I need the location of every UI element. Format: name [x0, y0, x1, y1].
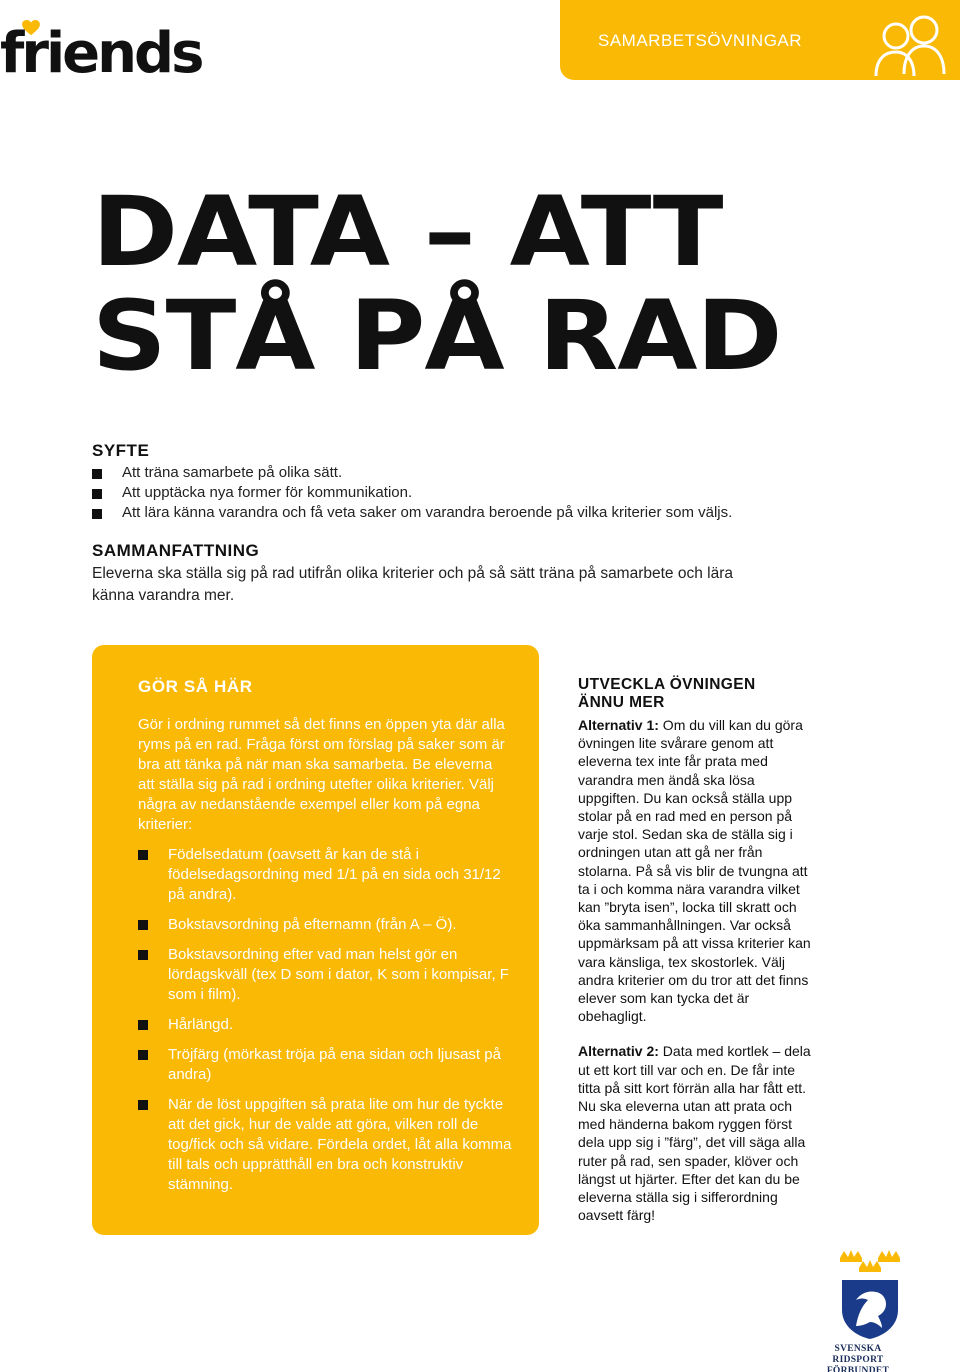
list-item: Tröjfärg (mörkast tröja på ena sidan och ljusast på andra): [138, 1045, 518, 1085]
instructions-intro: Gör i ordning rummet så det finns en öppen yta där alla ryms på en rad. Fråga först om förslag på saker som är bra att tänka på när man ska samarbeta. Be eleverna att ställa sig på rad i ordning utefter olika kriterier. Välj några av nedanstående exempel eller kom på egna kriterier:: [138, 716, 505, 833]
extension-column: [578, 676, 818, 1224]
square-bullet-icon: [92, 469, 102, 479]
title-line-1: DATA – ATT: [92, 176, 723, 288]
square-bullet-icon: [138, 920, 148, 930]
federation-name: SVENSKA RIDSPORT FÖRBUNDET: [826, 1344, 890, 1372]
syfte-heading: SYFTE: [92, 441, 150, 460]
alternative-1-text: Om du vill kan du göra övningen lite svårare genom att eleverna tex inte får prata med varandra men ändå ska lösa uppgiften. Du kan också ställa upp stolar på en rad med en person på varje stol. Sedan ska de ställa sig i ordningen utan att gå ner från stolarna. På så vis blir de tvungna att ta i och komma nära varandra vilket kan ”bryta isen”, locka till skratt och öka sammanhållningen. Var också uppmärksam på att vissa kriterier kan vara känsliga, tex skostorlek. Välj andra kriterier om du tror att det finns elever som kan tycka det är obehagligt.: [578, 717, 811, 1025]
square-bullet-icon: [92, 489, 102, 499]
sammanfattning-section: [92, 541, 812, 607]
list-item: Att träna samarbete på olika sätt.: [92, 463, 812, 483]
square-bullet-icon: [92, 509, 102, 519]
syfte-list: [92, 463, 812, 523]
alternative-1-label: Alternativ 1:: [578, 717, 659, 733]
list-item: Att upptäcka nya former för kommunikation.: [92, 483, 812, 503]
list-item: Födelsedatum (oavsett år kan de stå i födelsedagsordning med 1/1 på en sida och 31/12 på andra).: [138, 845, 518, 905]
instructions-list: [138, 845, 518, 1205]
title-line-2: STÅ PÅ RAD: [92, 280, 782, 392]
square-bullet-icon: [138, 1100, 148, 1110]
alternative-2-paragraph: [578, 1042, 818, 1224]
alternative-2-label: Alternativ 2:: [578, 1043, 659, 1060]
list-item: När de löst uppgiften så prata lite om hur de tyckte att det gick, hur de valde att göra, vilken roll de tog/fick och så vidare. Fördela ordet, låt alla komma till tals och upprätthåll en bra och konstruktiv stämning.: [138, 1095, 518, 1195]
alternative-2-text: Data med kortlek – dela ut ett kort till var och en. De får inte titta på sitt kort förrän alla har fått ett. Nu ska eleverna utan att prata och med händerna bakom ryggen först dela upp sig i ”färg”, det vill säga alla ruter på rad, sen spader, klöver och längst ut hjärter. Efter det kan du be eleverna ställa sig i sifferordning oavsett färg!: [578, 1043, 811, 1224]
list-item: Bokstavsordning efter vad man helst gör en lördagskväll (tex D som i dator, K som i kompisar, F som i film).: [138, 945, 518, 1005]
list-item: Hårlängd.: [138, 1015, 518, 1035]
sammanfattning-text: Eleverna ska ställa sig på rad utifrån olika kriterier och på så sätt träna på samarbete och lära känna varandra mer.: [92, 565, 733, 604]
square-bullet-icon: [138, 950, 148, 960]
page-title: [92, 176, 782, 392]
alternative-1-paragraph: [578, 716, 818, 1025]
category-tab: [560, 0, 960, 80]
logo-text: friends: [0, 21, 202, 86]
list-item: Bokstavsordning på efternamn (från A – Ö).: [138, 915, 518, 935]
three-crowns-icon: [838, 1248, 902, 1272]
square-bullet-icon: [138, 850, 148, 860]
extension-heading: UTVECKLA ÖVNINGEN ÄNNU MER: [578, 676, 756, 711]
instructions-heading: GÖR SÅ HÄR: [138, 677, 253, 696]
people-icon: [872, 12, 952, 76]
friends-logo: [0, 22, 200, 86]
instructions-box: [92, 645, 539, 1235]
syfte-section: [92, 441, 812, 523]
svenska-ridsportforbundet-logo: [808, 1248, 908, 1372]
square-bullet-icon: [138, 1020, 148, 1030]
list-item: Att lära känna varandra och få veta saker om varandra beroende på vilka kriterier som väljs.: [92, 503, 812, 523]
sammanfattning-heading: SAMMANFATTNING: [92, 541, 260, 560]
square-bullet-icon: [138, 1050, 148, 1060]
category-label: SAMARBETSÖVNINGAR: [598, 31, 803, 50]
horse-shield-icon: [838, 1276, 902, 1340]
